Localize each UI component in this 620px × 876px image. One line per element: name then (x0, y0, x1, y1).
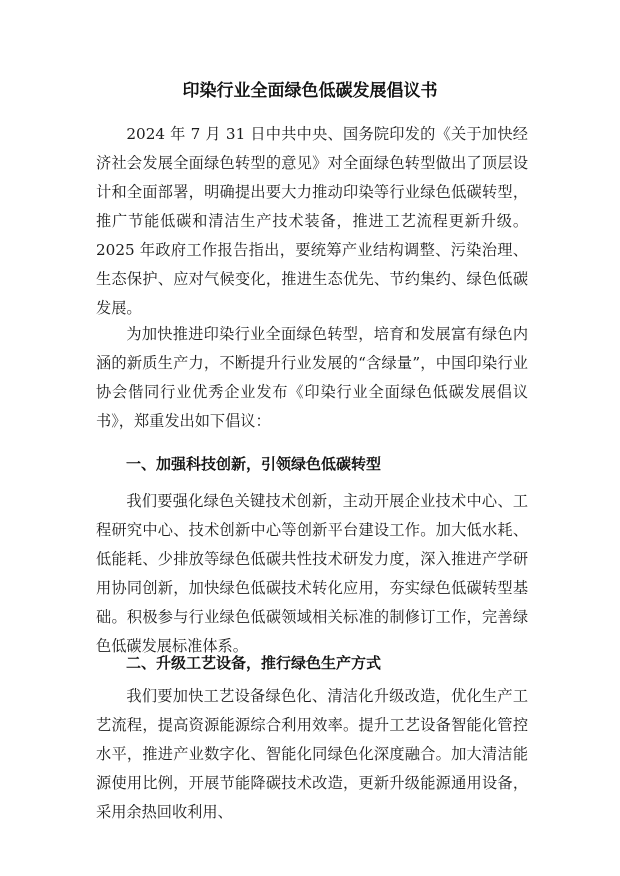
section-paragraph-2: 我们要加快工艺设备绿色化、清洁化升级改造，优化生产工艺流程，提高资源能源综合利用效率。提升工艺设备智能化管控水平，推进产业数字化、智能化同绿色化深度融合。加大清洁能源使用比例，开展节能降碳技术改造，更新升级能源通用设备，采用余热回收利用、 (96, 687, 528, 821)
section-paragraph-1: 我们要强化绿色关键技术创新，主动开展企业技术中心、工程研究中心、技术创新中心等创新平台建设工作。加大低水耗、低能耗、少排放等绿色低碳共性技术研发力度，深入推进产学研用协同创新，加快绿色低碳技术转化应用，夯实绿色低碳转型基础。积极参与行业绿色低碳领域相关标准的制修订工作，完善绿色低碳发展标准体系。 (96, 492, 528, 655)
intro-paragraph-1: 2024 年 7 月 31 日中共中央、国务院印发的《关于加快经济社会发展全面绿色转型的意见》对全面绿色转型做出了顶层设计和全面部署，明确提出要大力推动印染等行业绿色低碳转型，推广节能低碳和清洁生产技术装备，推进工艺流程更新升级。2025 年政府工作报告指出，要统筹产业结构调整、污染治理、生态保护、应对气候变化，推进生态优先、节约集约、绿色低碳发展。 (96, 125, 528, 317)
document-title: 印染行业全面绿色低碳发展倡议书 (182, 81, 438, 101)
intro-paragraph-2: 为加快推进印染行业全面绿色转型，培育和发展富有绿色内涵的新质生产力，不断提升行业发展的“含绿量”，中国印染行业协会偕同行业优秀企业发布《印染行业全面绿色低碳发展倡议书》，郑重发出如下倡议： (96, 325, 528, 430)
section-heading-1: 一、加强科技创新，引领绿色低碳转型 (126, 455, 382, 473)
section-heading-2: 二、升级工艺设备，推行绿色生产方式 (126, 654, 382, 672)
